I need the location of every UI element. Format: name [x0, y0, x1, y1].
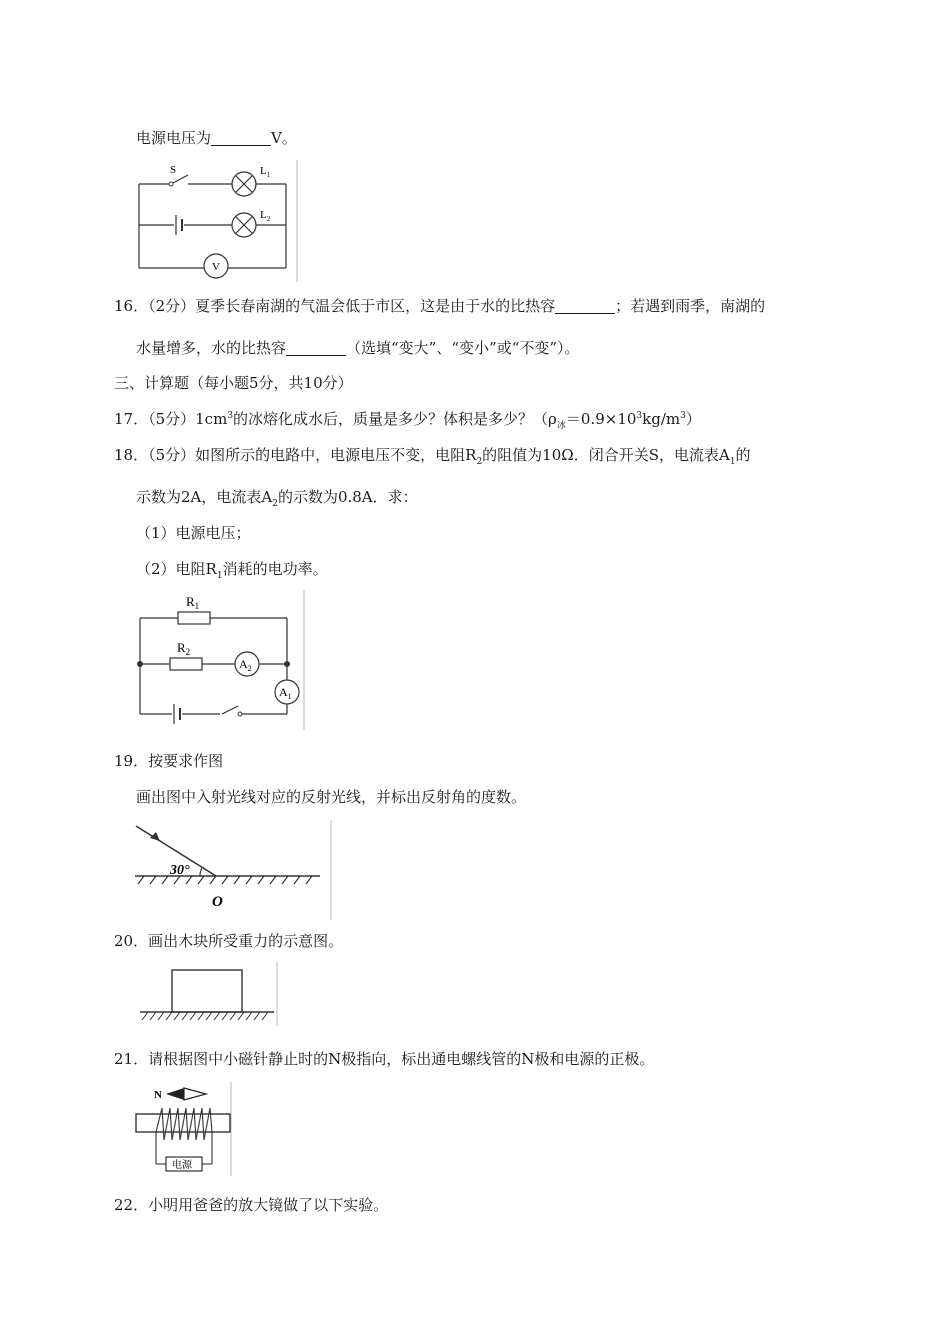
r1-label: $R_1$: [186, 594, 200, 611]
compass-needle-icon: [166, 1088, 184, 1100]
wood-block-diagram: [136, 962, 280, 1026]
question-18-sub1: （1）电源电压；: [136, 524, 251, 542]
question-18-line2: 示数为2A，电流表$A_2$的示数为0.8A．求：: [136, 488, 418, 509]
answer-blank[interactable]: [555, 297, 615, 314]
voltmeter-label: V: [212, 261, 220, 273]
ammeter-a2-label: $A_2$: [239, 657, 252, 673]
power-source-label: 电源: [172, 1160, 192, 1171]
circuit-diagram-resistors: [134, 590, 306, 730]
question-18-line1: 18．（5分）如图所示的电路中，电源电压不变，电阻$R_2$的阻值为10Ω．闭合开关S，电流表$A_1$的: [114, 446, 751, 467]
power-voltage-line: 电源电压为 V。: [136, 129, 297, 147]
lamp-l2-label: $L_2$: [260, 209, 271, 223]
section-3-heading: 三、计算题（每小题5分，共10分）: [114, 374, 353, 392]
circuit-diagram-lamps: [136, 160, 301, 282]
question-19-title: 19．按要求作图: [114, 752, 224, 770]
question-19-text: 画出图中入射光线对应的反射光线，并标出反射角的度数。: [136, 788, 527, 806]
question-20: 20．画出木块所受重力的示意图。: [114, 932, 344, 950]
wood-block: [172, 970, 242, 1012]
ray-arrow-icon: [150, 832, 160, 841]
lamp-l1-label: $L_1$: [260, 165, 271, 179]
switch-label: S: [170, 164, 177, 176]
ground-hatching: [142, 1012, 268, 1020]
coil-windings: [156, 1108, 212, 1140]
question-22: 22．小明用爸爸的放大镜做了以下实验。: [114, 1196, 389, 1214]
solenoid-diagram: [134, 1082, 234, 1176]
point-o-label: O: [212, 894, 223, 910]
question-21: 21．请根据图中小磁针静止时的N极指向，标出通电螺线管的N极和电源的正极。: [114, 1050, 655, 1068]
question-16-line1: 16．（2分）夏季长春南湖的气温会低于市区，这是由于水的比热容 ；若遇到雨季，南湖的: [114, 297, 766, 315]
answer-blank[interactable]: [286, 339, 346, 356]
question-16-line2: 水量增多，水的比热容 （选填“变大”、“变小”或“不变”）。: [136, 339, 580, 357]
angle-label: 30°: [170, 863, 190, 878]
ammeter-a1-label: $A_1$: [279, 685, 292, 701]
mirror-reflection-diagram: [134, 820, 334, 920]
mirror-hatching: [138, 876, 312, 884]
question-17: 17．（5分）$1cm^3$的冰熔化成水后，质量是多少？体积是多少？$(\rho_冰=0.9\times 10^3kg/m^3)$: [114, 410, 701, 431]
compass-n-label: N: [154, 1089, 162, 1101]
answer-blank[interactable]: [211, 129, 271, 146]
r2-label: $R_2$: [177, 640, 191, 657]
question-18-sub2: （2）电阻$R_1$消耗的电功率。: [136, 560, 328, 581]
